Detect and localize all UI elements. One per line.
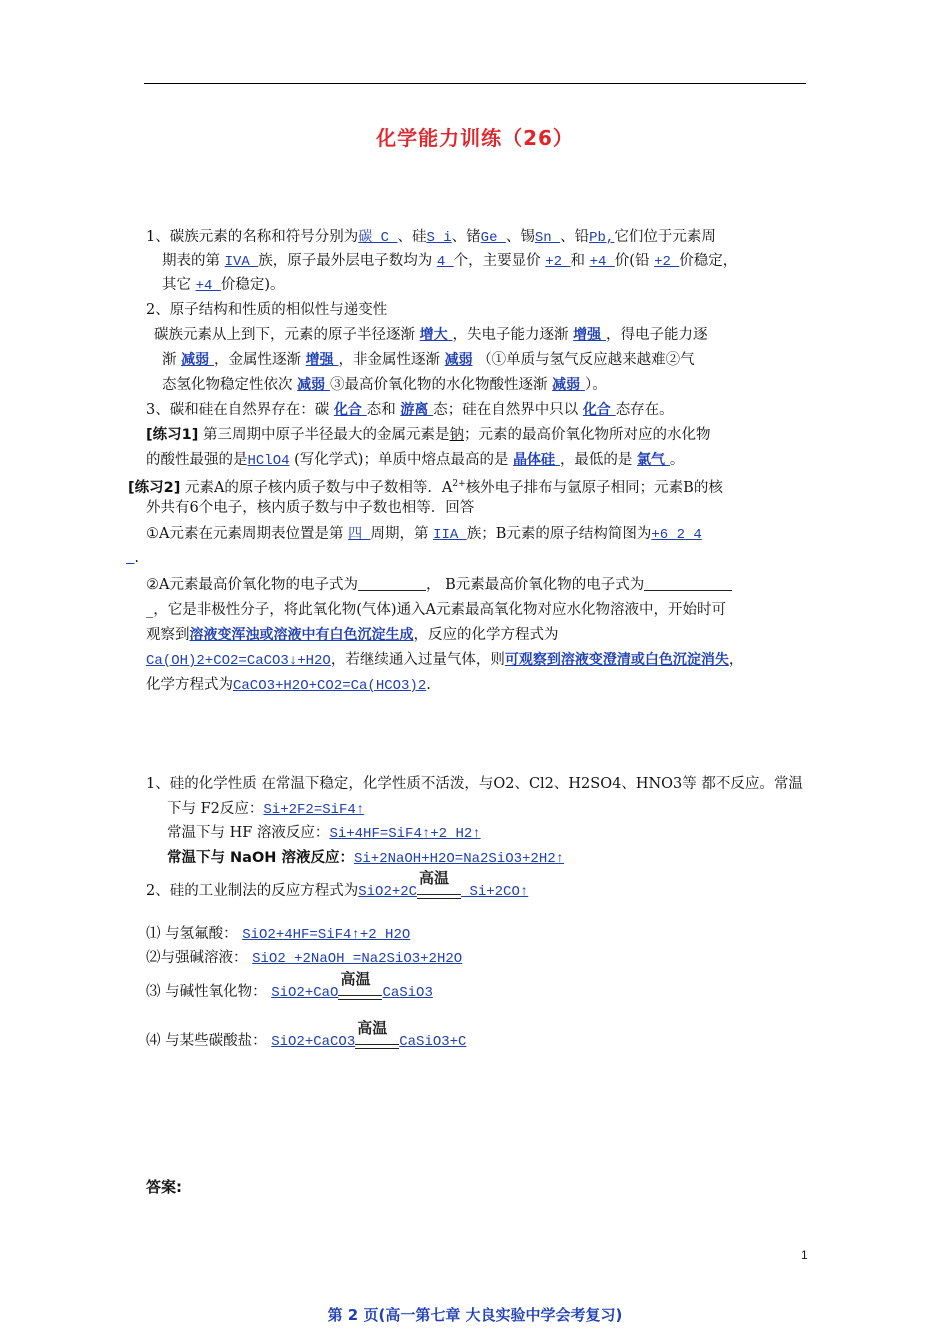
- si-prop-2: [146, 947, 462, 970]
- text: 3、碳和硅在自然界存在：碳: [146, 402, 330, 418]
- text: 和: [570, 253, 585, 269]
- answer: Si+2CO↑: [461, 884, 529, 900]
- answer: 钠: [449, 427, 464, 443]
- footer-text: 第 2 页(高一第七章 大良实验中学会考复习): [327, 1306, 623, 1324]
- equal-line: [355, 1048, 399, 1049]
- si-line-5: [146, 869, 529, 903]
- text: .: [426, 677, 431, 693]
- ex2-line-2: 外共有6个电子，核内质子数与中子数也相等．回答: [146, 500, 475, 516]
- text: ，最低的是: [559, 452, 633, 468]
- text: ⑵与强碱溶液：: [146, 950, 248, 966]
- answer: +4: [195, 278, 221, 294]
- q3-line: [146, 399, 674, 421]
- condition-mark: [417, 869, 461, 903]
- blank-line: [644, 576, 732, 591]
- condition-text: 高温: [357, 1019, 388, 1037]
- ex2-line-3b: [126, 547, 139, 570]
- answer: Si+2NaOH+H2O=Na2SiO3+2H2↑: [353, 851, 565, 867]
- answer: SiO2 +2NaOH =Na2SiO3+2H2O: [252, 951, 463, 967]
- answer: CaSiO3: [382, 985, 433, 1001]
- text: ，反应的化学方程式为: [413, 627, 559, 643]
- answer: SiO2+4HF=SiF4↑+2 H2O: [242, 927, 411, 943]
- q2-heading: 2、原子结构和性质的相似性与递变性: [146, 302, 388, 318]
- ex1-line-2: [146, 449, 684, 472]
- answer: 减弱: [297, 377, 330, 393]
- condition-text: 高温: [419, 869, 450, 887]
- text: ）。: [584, 377, 607, 393]
- text: ；元素的最高价氧化物所对应的水化物: [463, 427, 711, 443]
- text: 其它: [162, 277, 191, 293]
- answer: _: [126, 551, 135, 567]
- answer: +2: [654, 254, 680, 270]
- answer: 可观察到溶液变澄清或白色沉淀消失: [504, 652, 729, 668]
- answer: Ge: [480, 230, 506, 246]
- text: 价(铅: [614, 253, 650, 269]
- answer: CaSiO3+C: [399, 1034, 467, 1050]
- text: ①A元素在元素周期表位置是第: [146, 526, 344, 542]
- text: 个，主要显价: [453, 253, 541, 269]
- text: 价稳定，: [679, 253, 738, 269]
- si-prop-4: [146, 1019, 467, 1053]
- text: ，失电子能力逐渐: [452, 327, 569, 343]
- answer: S i: [426, 230, 452, 246]
- page-number: 1: [801, 1248, 808, 1262]
- text: 核外电子排布与氩原子相同；元素B的核: [465, 479, 723, 496]
- text: 第三周期中原子半径最大的金属元素是: [202, 427, 450, 443]
- answer: 化合: [333, 402, 367, 418]
- answer: 晶体硅: [513, 452, 560, 468]
- answer: 氯气: [637, 452, 670, 468]
- text: 周期，第: [370, 526, 429, 542]
- answer: SiO2+CaO: [271, 985, 339, 1001]
- text: ③最高价氧化物的水化物酸性逐渐: [329, 377, 548, 393]
- answer: +2: [545, 254, 571, 270]
- text: 期表的第: [162, 253, 220, 269]
- text: 、硅: [397, 229, 427, 245]
- text: 2、硅的工业制法的反应方程式为: [146, 883, 359, 899]
- q1-line-1: [146, 226, 716, 249]
- text: 态；硅在自然界中只以: [433, 402, 579, 418]
- ex2-line-8: [146, 674, 431, 697]
- text: ， B元素最高价氧化物的电子式为: [425, 577, 645, 593]
- answer: Pb,: [589, 230, 615, 246]
- answer: Si+4HF=SiF4↑+2 H2↑: [329, 826, 481, 842]
- answer: 减弱: [181, 352, 214, 368]
- answer: 减弱: [552, 377, 585, 393]
- answer: 化合: [582, 402, 616, 418]
- condition-text: 高温: [340, 970, 371, 988]
- answer: SiO2+CaCO3: [271, 1034, 356, 1050]
- text: 下与 F2反应：: [167, 801, 264, 817]
- text: 价稳定)。: [220, 277, 285, 293]
- si-line-3: [167, 822, 481, 845]
- text: 渐: [162, 352, 177, 368]
- text: 族，原子最外层电子数均为: [258, 253, 433, 269]
- text: 、铅: [560, 229, 590, 245]
- page-title: 化学能力训练（26）: [376, 126, 574, 150]
- text: ⑷ 与某些碳酸盐：: [146, 1033, 267, 1049]
- text: ②A元素最高价氧化物的电子式为: [146, 577, 358, 593]
- answer: 碳 C: [358, 230, 398, 246]
- text: 的酸性最强的是: [146, 452, 248, 468]
- text: 它们位于元素周: [614, 229, 716, 245]
- answer: 游离: [400, 402, 434, 418]
- ex2-line-6: [146, 624, 559, 646]
- blank-line: [358, 576, 426, 591]
- answer: Ca(OH)2+CO2=CaCO3↓+H2O: [146, 653, 331, 669]
- text: 。: [669, 452, 685, 468]
- q2-line-2: [162, 349, 695, 371]
- text: 碳族元素从上到下，元素的原子半径逐渐: [154, 327, 415, 343]
- answer: Sn: [534, 230, 561, 246]
- answer: 增大: [419, 327, 453, 343]
- ex2-line-4: [146, 574, 732, 596]
- text: ，非金属性逐渐: [338, 352, 440, 368]
- si-line-4: [167, 847, 564, 870]
- equal-line: [338, 995, 382, 996]
- condition-mark: [338, 970, 382, 1004]
- answer: HClO4: [247, 453, 290, 469]
- text: ⑴ 与氢氟酸：: [146, 926, 238, 942]
- answer: +4: [589, 254, 615, 270]
- text: ，金属性逐渐: [213, 352, 301, 368]
- equal-line: [355, 1044, 399, 1045]
- si-line-2: [167, 798, 364, 821]
- answer: 减弱: [444, 352, 473, 368]
- answer: 溶液变浑浊或溶液中有白色沉淀生成: [189, 627, 414, 643]
- text: 1、碳族元素的名称和符号分别为: [146, 229, 359, 245]
- exercise-label: [练习2]: [128, 479, 181, 496]
- text: 、锗: [451, 229, 481, 245]
- answer: IVA: [224, 254, 259, 270]
- superscript: 2+: [452, 479, 466, 489]
- si-prop-1: [146, 923, 410, 946]
- text: 观察到: [146, 627, 190, 643]
- ex2-line-5: _，它是非极性分子，将此氧化物(气体)通入A元素最高氧化物对应水化物溶液中，开始时可: [146, 602, 727, 618]
- text: ，若继续通入过量气体，则: [330, 652, 505, 668]
- ex1-line-1: [146, 424, 710, 446]
- q1-line-2: [162, 250, 737, 273]
- text: 态氢化物稳定性依次: [162, 377, 293, 393]
- text: （①单质与氢气反应越来越难②气: [477, 352, 695, 368]
- text: (写化学式)；单质中熔点最高的是: [294, 452, 509, 468]
- ex2-line-1: [128, 473, 723, 499]
- si-prop-3: [146, 970, 433, 1004]
- q2-line-3: [162, 374, 607, 396]
- q1-line-3: [162, 274, 285, 297]
- ex2-line-7: [146, 649, 743, 672]
- text: 、锡: [505, 229, 535, 245]
- ex2-line-3: [146, 523, 702, 546]
- answers-label: 答案:: [146, 1178, 182, 1196]
- q2-line-1: [154, 324, 707, 346]
- header-rule: [144, 83, 806, 84]
- equal-line: [338, 999, 382, 1000]
- text: ，: [728, 652, 744, 668]
- equal-line: [417, 898, 461, 899]
- text: 族；B元素的原子结构简图为: [466, 526, 652, 542]
- answer: 增强: [305, 352, 339, 368]
- equal-line: [417, 894, 461, 895]
- text: ⑶ 与碱性氧化物：: [146, 984, 267, 1000]
- answer: SiO2+2C: [358, 884, 418, 900]
- text: 常温下与 NaOH 溶液反应：: [167, 850, 354, 866]
- answer: 四: [348, 527, 371, 543]
- answer: 4: [436, 254, 454, 270]
- condition-mark: [355, 1019, 399, 1053]
- text: 常温下与 HF 溶液反应：: [167, 825, 330, 841]
- answer: IIA: [433, 527, 467, 543]
- exercise-label: [练习1]: [146, 427, 199, 443]
- answer: 增强: [573, 327, 606, 343]
- text: .: [134, 550, 140, 566]
- si-line-1: 1、硅的化学性质 在常温下稳定，化学性质不活泼，与O2、Cl2、H2SO4、HNO3等 都不反应。常温: [146, 776, 803, 792]
- answer: +6 2 4: [651, 527, 702, 543]
- answer: Si+2F2=SiF4↑: [263, 802, 365, 818]
- text: ，得电子能力逐: [605, 327, 708, 343]
- text: 元素A的原子核内质子数与中子数相等．A: [184, 479, 453, 496]
- text: 态存在。: [615, 402, 674, 418]
- text: 态和: [366, 402, 396, 418]
- answer: CaCO3+H2O+CO2=Ca(HCO3)2: [233, 678, 427, 694]
- text: 化学方程式为: [146, 677, 233, 693]
